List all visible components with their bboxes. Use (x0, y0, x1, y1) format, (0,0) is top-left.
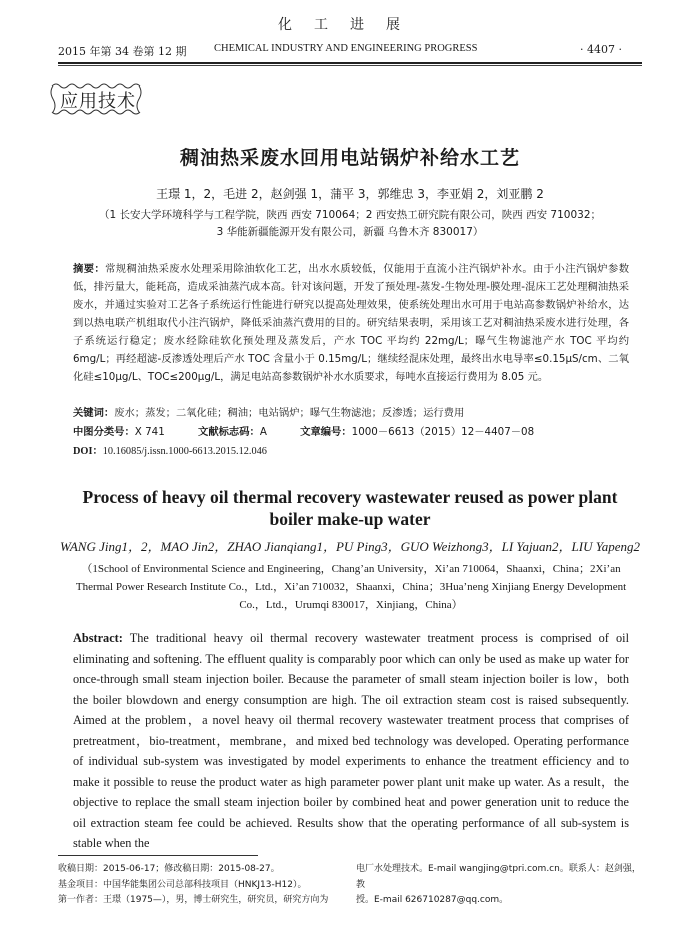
footnote-email-2: 授。E-mail 626710287@qq.com。 (356, 895, 509, 905)
affiliation-en-line1: （1School of Environmental Science and Engineering，Chang’an University，Xi’an 710064，Shaanxi，China；2Xi’an (81, 563, 621, 575)
abstract-cn-text: 常规稠油热采废水处理采用除油软化工艺，出水水质较低，仅能用于直流小注汽锅炉补水。由于小注汽锅炉参数低，排污量大，能耗高，造成采油蒸汽成本高。针对该问题，开发了预处理-蒸发-生物处理-膜处理-混床工艺处理稠油热采废水，并通过实验对工艺各子系统运行性能进行研究以提高处理效果，使系统处理出水可用于电站高参数锅炉补给水，达到以热电联产机组取代小注汽锅炉，降低采油蒸汽费用的目的。研究结果表明，采用该工艺对稠油热采废水进行处理，各子系统运行稳定；废水经除硅软化预处理及蒸发后，产水 TOC 平均约 22mg/L；曝气生物滤池产水 TOC 平均约 6mg/L；再经超滤-反渗透处理后产水 TOC 含量小于 0.15mg/L；继续经混床处理，最终出水电导率≤0.15μS/cm、二氧化硅≤10μg/L、TOC≤200μg/L，满足电站高参数锅炉补水水质要求，每吨水直接运行费用为 8.05 元。 (73, 263, 630, 383)
doi-line (73, 442, 267, 457)
classification-line (73, 423, 629, 438)
keywords-text: 废水；蒸发；二氧化硅；稠油；电站锅炉；曝气生物滤池；反渗透；运行费用 (114, 407, 465, 419)
affiliation-cn-line2: 3 华能新疆能源开发有限公司，新疆 乌鲁木齐 830017） (216, 226, 484, 238)
title-en-line2: boiler make-up water (269, 509, 431, 529)
affiliation-en-line2: Thermal Power Research Institute Co.，Ltd.，Xi’an 710032，Shaanxi，China；3Hua’neng Xinjiang Energy Development (75, 581, 627, 593)
header-rule-thin (58, 65, 642, 66)
affiliation-en-line3: Co.，Ltd.，Urumqi 830017，Xinjiang，China） (239, 599, 463, 611)
doc-code-value: A (259, 426, 267, 438)
title-cn: 稠油热采废水回用电站锅炉补给水工艺 (179, 147, 520, 169)
page-number: · 4407 · (580, 43, 622, 56)
keywords-cn (73, 404, 629, 419)
abstract-cn (73, 260, 629, 386)
title-en (0, 486, 700, 530)
footnote-fund: 基金项目：中国华能集团公司总部科技项目（HNKJ13-H12）。 (58, 879, 307, 890)
authors-en: WANG Jing1，2，MAO Jin2，ZHAO Jianqiang1，PU Ping3，GUO Weizhong3，LI Yajuan2，LIU Yapeng2 (59, 539, 641, 554)
issue-info: 2015 年第 34 卷第 12 期 (58, 45, 187, 58)
authors-cn: 王璟 1，2，毛进 2，赵剑强 1，蒲平 3，郭维忠 3，李亚娟 2，刘亚鹏 2 (156, 187, 544, 201)
article-no-value: 1000－6613（2015）12－4407－08 (351, 426, 535, 438)
doi-value: 10.16085/j.issn.1000-6613.2015.12.046 (102, 446, 267, 457)
abstract-cn-label: 摘要： (73, 263, 106, 275)
affiliation-cn-line1: （1 长安大学环境科学与工程学院，陕西 西安 710064；2 西安热工研究院有限公司，陕西 西安 710032； (98, 209, 602, 221)
doc-code-label: 文献标志码： (198, 426, 260, 438)
affiliation-en (73, 560, 629, 614)
title-en-line1: Process of heavy oil thermal recovery wastewater reused as power plant (82, 487, 618, 507)
article-no-label: 文章编号： (300, 426, 352, 438)
footnote-author: 第一作者：王璟（1975—），男，博士研究生，研究员，研究方向为 (58, 895, 329, 905)
journal-title-en: CHEMICAL INDUSTRY AND ENGINEERING PROGRESS (214, 43, 478, 54)
footnote-right (356, 862, 646, 909)
footnote-received: 收稿日期：2015-06-17；修改稿日期：2015-08-27。 (58, 864, 280, 874)
doi-label: DOI： (73, 446, 103, 457)
abstract-en-text: The traditional heavy oil thermal recovery wastewater treatment process is comprised of oil eliminating and softening. The effluent quality is comparably poor which can only be used as make up water for once-through small steam injection boiler. Because the parameter of small steam injection boiler is low，both the boiler blowdown and energy consumption are high. The oil extraction steam cost is raised subsequently. Aimed at the problem，a novel heavy oil thermal recovery wastewater treatment process that comprises of pretreatment，bio-treatment，membrane，and mixed bed technology was developed. Operating performance of individual sub-system was investigated by model experiments to enhance the treatment efficiency and to make it possible to reuse the product water as high parameter power plant unit make up water. As a result，the objective to replace the small steam injection boiler by combined heat and power generation unit to reduce the oil extraction steam fee could be achieved. Results show that the operating performance of all sub-system is stable when the (73, 631, 629, 850)
footnote-rule (58, 855, 258, 856)
journal-title-cn: 化工进展 (278, 17, 422, 33)
footnote-left (58, 862, 348, 909)
footnote-email-1: 电厂水处理技术。E-mail wangjing@tpri.com.cn。联系人：赵剑强，教 (356, 864, 641, 890)
abstract-en-label: Abstract: (73, 631, 123, 645)
class-value: X 741 (134, 426, 165, 438)
header-rule (58, 62, 642, 64)
abstract-en (73, 628, 629, 854)
section-label: 应用技术 (60, 91, 136, 112)
class-label: 中图分类号： (73, 426, 135, 438)
keywords-label: 关键词： (73, 407, 115, 419)
